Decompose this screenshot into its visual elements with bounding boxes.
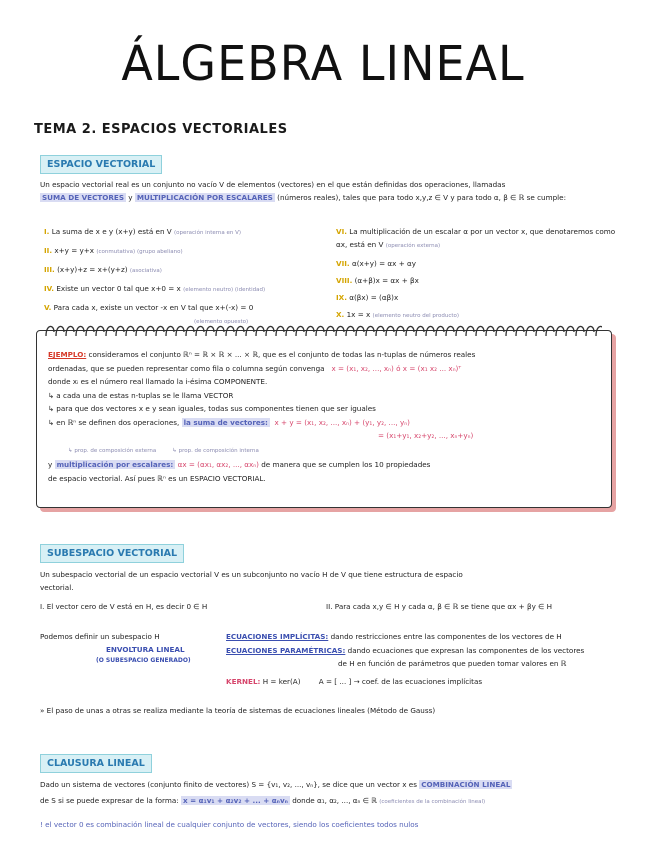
cl-line1: Dado un sistema de vectores (conjunto finito de vectores) S = {v₁, v₂, ..., vₙ}, se dice que un vector x es COMBINACIÓN LINEAL [40, 780, 511, 789]
example-line2: ordenadas, que se pueden representar como fila o columna según convenga x = (x₁, x₂, ..., xₙ) ó x = (x₁ x₂ ... xₙ)ᵀ [48, 363, 462, 373]
y-word: y [128, 193, 133, 202]
sv-line1: Un subespacio vectorial de un espacio vectorial V es un subconjunto no vacío H de V que tiene estructura de espacio [40, 570, 463, 579]
example-line5: ↳ para que dos vectores x e y sean iguales, todas sus componentes tienen que ser iguales [48, 404, 376, 413]
envoltura-sub: (O SUBESPACIO GENERADO) [96, 657, 191, 664]
example-line3: donde xᵢ es el número real llamado la i-ésima COMPONENTE. [48, 377, 268, 386]
cl-line2: de S si se puede expresar de la forma: x = α₁v₁ + α₂v₂ + ... + αₙvₙ donde α₁, α₂, ..., αₙ ∈ ℝ (coeficientes de la combinación lineal) [40, 796, 486, 805]
ev-axioms-right [336, 225, 626, 323]
suma-highlight: SUMA DE VECTORES [42, 193, 124, 202]
topic-heading: TEMA 2. ESPACIOS VECTORIALES [34, 122, 288, 137]
section-espacio-vectorial: ESPACIO VECTORIAL [40, 155, 162, 174]
sv-cond-2: II. Para cada x,y ∈ H y cada α, β ∈ ℝ se tiene que αx + βy ∈ H [326, 602, 553, 611]
section-subespacio: SUBESPACIO VECTORIAL [40, 544, 184, 563]
axiom-5: V. Para cada x, existe un vector -x en V tal que x+(-x) = 0 (elemento opuesto) [44, 303, 254, 325]
parametricas-line2: de H en función de parámetros que pueden tomar valores en ℝ [338, 659, 567, 668]
ev-intro-line1: Un espacio vectorial real es un conjunto no vacío V de elementos (vectores) en el que están definidas dos operaciones, llamadas [40, 180, 506, 189]
axiom-10: X. 1x = x (elemento neutro del producto) [336, 310, 460, 319]
axiom-3: III. (x+y)+z = x+(y+z) (asociativa) [44, 265, 162, 274]
example-line7: y multiplicación por escalares: αx = (αx₁, αx₂, ..., αxₙ) de manera que se cumplen los 10 propiedades [48, 460, 431, 469]
sv-def [40, 568, 620, 594]
implicitas: ECUACIONES IMPLÍCITAS: dando restricciones entre las componentes de los vectores de H [226, 632, 562, 641]
cl-note: ! el vector 0 es combinación lineal de cualquier conjunto de vectores, siendo los coeficientes todos nulos [40, 820, 419, 829]
spiral-icon [42, 322, 602, 338]
axiom-4: IV. Existe un vector 0 tal que x+0 = x (elemento neutro) (identidad) [44, 284, 266, 293]
example-content [48, 348, 608, 485]
mult-highlight: MULTIPLICACIÓN POR ESCALARES [136, 193, 273, 202]
parametricas: ECUACIONES PARAMÉTRICAS: dando ecuaciones que expresan las componentes de los vectores de H en función de parámetros que pueden tomar valores en ℝ [226, 644, 626, 670]
axiom-7: VII. α(x+y) = αx + αy [336, 259, 416, 268]
kernel: KERNEL: H = ker(A) A = [ ... ] → coef. de las ecuaciones implícitas [226, 677, 483, 686]
envoltura-label: ENVOLTURA LINEAL [106, 645, 185, 654]
page-title: ÁLGEBRA LINEAL [121, 34, 525, 92]
axiom-6: VI. La multiplicación de un escalar α por un vector x, que denotaremos como αx, está en V (operación externa) [336, 227, 616, 249]
axiom-8: VIII. (α+β)x = αx + βx [336, 276, 419, 285]
sv-define: Podemos definir un subespacio H [40, 632, 160, 641]
section-clausura: CLAUSURA LINEAL [40, 754, 152, 773]
axiom-9: IX. α(βx) = (αβ)x [336, 293, 399, 302]
ev-intro-line2 [40, 191, 620, 204]
example-line6b: = (x₁+y₁, x₂+y₂, ..., xₙ+yₙ) [378, 431, 474, 440]
sv-line1b: vectorial. [40, 583, 74, 592]
ev-intro [40, 178, 620, 204]
ev-intro-tail: (números reales), tales que para todo x,y,z ∈ V y para todo α, β ∈ ℝ se cumple: [277, 193, 566, 202]
example-line8: de espacio vectorial. Así pues ℝⁿ es un ESPACIO VECTORIAL. [48, 473, 266, 483]
axiom-2: II. x+y = y+x (conmutativa) (grupo abeliano) [44, 246, 183, 255]
ev-axioms-left [44, 225, 334, 329]
example-line1: EJEMPLO: consideramos el conjunto ℝⁿ = ℝ × ℝ × ... × ℝ, que es el conjunto de todas las n-tuplas de números reales [48, 350, 476, 359]
axiom-1: I. La suma de x e y (x+y) está en V (operación interna en V) [44, 227, 242, 236]
sv-cond-1: I. El vector cero de V está en H, es decir 0 ∈ H [40, 602, 208, 611]
example-line4: ↳ a cada una de estas n-tuplas se le llama VECTOR [48, 390, 234, 400]
example-line6: ↳ en ℝⁿ se definen dos operaciones, la suma de vectores: x + y = (x₁, x₂, ..., xₙ) + (y₁, y₂, ..., yₙ) [48, 417, 410, 427]
paso-note: » El paso de unas a otras se realiza mediante la teoría de sistemas de ecuaciones lineales (Método de Gauss) [40, 706, 436, 715]
example-notes: ↳ prop. de composición externa ↳ prop. de composición interna [68, 447, 259, 454]
spiral-binding [42, 322, 602, 338]
